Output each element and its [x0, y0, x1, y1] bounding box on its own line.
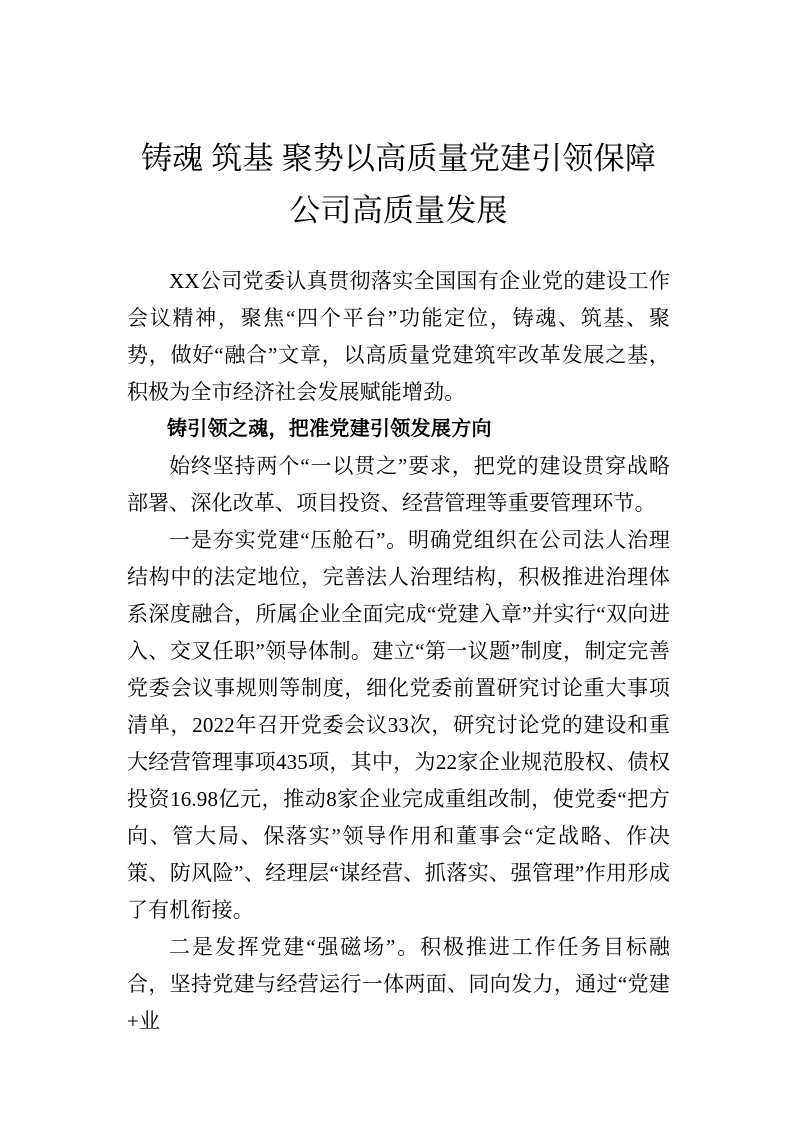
page-title: 铸魂 筑基 聚势以高质量党建引领保障公司高质量发展	[140, 141, 657, 228]
paragraph-section-1-lead: 始终坚持两个“一以贯之”要求，把党的建设贯穿战略部署、深化改革、项目投资、经营管理等重要管理环节。	[127, 454, 670, 515]
paragraph-intro: XX公司党委认真贯彻落实全国国有企业党的建设工作会议精神，聚焦“四个平台”功能定位，铸魂、筑基、聚势，做好“融合”文章，以高质量党建筑牢改革发展之基，积极为全市经济社会发展赋能增劲。	[127, 269, 670, 404]
subheading-section-1: 铸引领之魂，把准党建引领发展方向	[167, 418, 492, 440]
document-body	[127, 263, 670, 1040]
paragraph-point-two: 二是发挥党建“强磁场”。积极推进工作任务目标融合，坚持党建与经营运行一体两面、同向发力，通过“党建+业	[127, 935, 670, 1033]
page-content	[127, 0, 670, 1040]
paragraph-point-one: 一是夯实党建“压舱石”。明确党组织在公司法人治理结构中的法定地位，完善法人治理结构，积极推进治理体系深度融合，所属企业全面完成“党建入章”并实行“双向进入、交叉任职”领导体制。建立“第一议题”制度，制定完善党委会议事规则等制度，细化党委前置研究讨论重大事项清单，2022年召开党委会议33次，研究讨论党的建设和重大经营管理事项435项，其中，为22家企业规范股权、债权投资16.98亿元，推动8家企业完成重组改制，使党委“把方向、管大局、保落实”领导作用和董事会“定战略、作决策、防风险”、经理层“谋经营、抓落实、强管理”作用形成了有机衔接。	[127, 528, 670, 922]
